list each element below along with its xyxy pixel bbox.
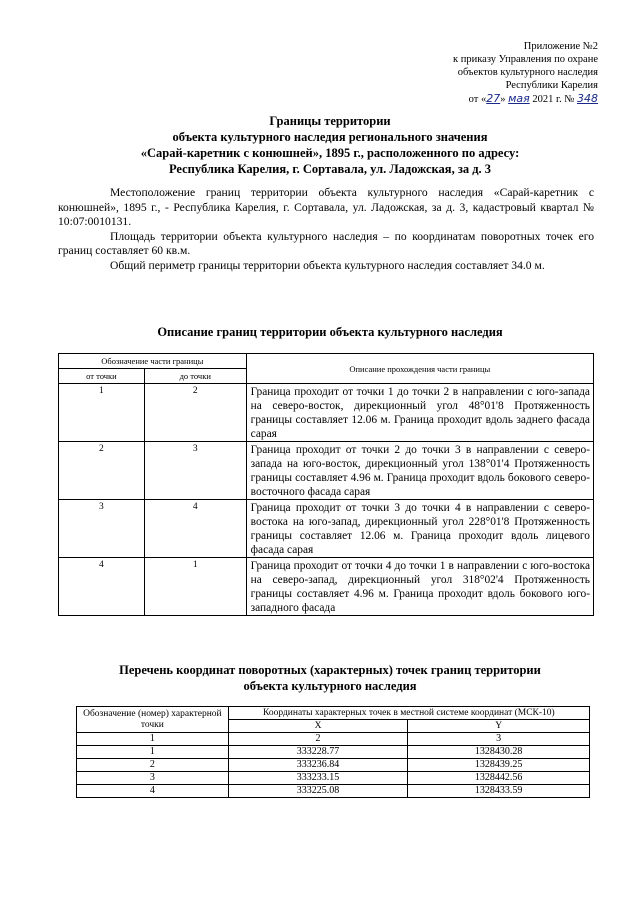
section2-title-line: объекта культурного наследия bbox=[243, 679, 417, 693]
from-point: 2 bbox=[59, 442, 145, 500]
section2-title bbox=[50, 662, 610, 694]
boundary-description: Граница проходит от точки 3 до точки 4 в направлении с северо-востока на юго-запад, дирекционный угол 228°01'8 Протяженность границы составляет 12.06 м. Граница проходит вдоль лицевого фасада сарая bbox=[246, 500, 593, 558]
header-boundary-part: Обозначение части границы bbox=[59, 354, 247, 369]
table-row bbox=[59, 442, 594, 500]
column-index: 2 bbox=[228, 733, 408, 746]
table-row bbox=[77, 759, 590, 772]
date-prefix: от « bbox=[468, 94, 487, 105]
header-description: Описание прохождения части границы bbox=[246, 354, 593, 384]
table-row bbox=[59, 384, 594, 442]
coord-x: 333228.77 bbox=[228, 746, 408, 759]
body-text bbox=[58, 186, 594, 273]
coord-x: 333236.84 bbox=[228, 759, 408, 772]
header-point-number: Обозначение (номер) характерной точки bbox=[77, 707, 229, 733]
title-line: Республика Карелия, г. Сортавала, ул. Ладожская, за д. 3 bbox=[168, 162, 492, 176]
table-row bbox=[77, 746, 590, 759]
coord-y: 1328430.28 bbox=[408, 746, 590, 759]
from-point: 4 bbox=[59, 558, 145, 616]
coord-y: 1328442.56 bbox=[408, 772, 590, 785]
table-row bbox=[77, 785, 590, 798]
title-line: объекта культурного наследия регионального значения bbox=[172, 130, 488, 144]
header-x: X bbox=[228, 720, 408, 733]
annex-line: Приложение №2 bbox=[523, 41, 598, 52]
boundary-description: Граница проходит от точки 4 до точки 1 в направлении с юго-востока на северо-запад, дирекционный угол 318°02'4 Протяженность границы составляет 4.96 м. Граница проходит вдоль бокового юго-западного фасада bbox=[246, 558, 593, 616]
point-number: 4 bbox=[77, 785, 229, 798]
paragraph-perimeter: Общий периметр границы территории объекта культурного наследия составляет 34.0 м. bbox=[110, 258, 545, 272]
coord-y: 1328433.59 bbox=[408, 785, 590, 798]
from-point: 1 bbox=[59, 384, 145, 442]
date-day-handwritten: 27 bbox=[486, 92, 501, 105]
boundary-description: Граница проходит от точки 2 до точки 3 в направлении с северо-запада на юго-восток, дирекционный угол 138°01'4 Протяженность границы составляет 4.96 м. Граница проходит вдоль бокового северо-восточного фасада сарая bbox=[246, 442, 593, 500]
date-mid: » bbox=[500, 94, 509, 105]
table-row bbox=[59, 500, 594, 558]
section1-title: Описание границ территории объекта культурного наследия bbox=[157, 325, 503, 339]
column-index: 1 bbox=[77, 733, 229, 746]
coord-y: 1328439.25 bbox=[408, 759, 590, 772]
header-y: Y bbox=[408, 720, 590, 733]
title-line: Границы территории bbox=[269, 114, 391, 128]
header-coordinates: Координаты характерных точек в местной системе координат (МСК-10) bbox=[228, 707, 589, 720]
date-year: 2021 г. № bbox=[529, 94, 577, 105]
header-to-point: до точки bbox=[144, 369, 246, 384]
annex-date-line bbox=[358, 92, 598, 106]
coord-x: 333225.08 bbox=[228, 785, 408, 798]
section2-title-line: Перечень координат поворотных (характерных) точек границ территории bbox=[119, 663, 541, 677]
date-month-handwritten: мая bbox=[508, 92, 530, 105]
document-title bbox=[60, 113, 600, 177]
paragraph-area: Площадь территории объекта культурного наследия – по координатам поворотных точек его границ составляет 60 кв.м. bbox=[58, 229, 594, 257]
coordinates-table bbox=[76, 706, 590, 798]
point-number: 1 bbox=[77, 746, 229, 759]
annex-line: к приказу Управления по охране bbox=[453, 54, 598, 65]
boundary-description-table bbox=[58, 353, 594, 616]
annex-line: Республики Карелия bbox=[505, 80, 598, 91]
coord-x: 333233.15 bbox=[228, 772, 408, 785]
table-row bbox=[59, 558, 594, 616]
title-line: «Сарай-каретник с конюшней», 1895 г., расположенного по адресу: bbox=[140, 146, 520, 160]
from-point: 3 bbox=[59, 500, 145, 558]
point-number: 2 bbox=[77, 759, 229, 772]
annex-line: объектов культурного наследия bbox=[457, 67, 598, 78]
to-point: 4 bbox=[144, 500, 246, 558]
to-point: 1 bbox=[144, 558, 246, 616]
header-from-point: от точки bbox=[59, 369, 145, 384]
paragraph-location: Местоположение границ территории объекта культурного наследия «Сарай-каретник с конюшней», 1895 г., - Республика Карелия, г. Сортавала, ул. Ладожская, за д. 3, кадастровый квартал № 10:07:0010131. bbox=[58, 186, 594, 228]
column-index: 3 bbox=[408, 733, 590, 746]
to-point: 3 bbox=[144, 442, 246, 500]
table-row bbox=[77, 772, 590, 785]
to-point: 2 bbox=[144, 384, 246, 442]
point-number: 3 bbox=[77, 772, 229, 785]
order-number-handwritten: 348 bbox=[577, 92, 598, 105]
annex-header bbox=[358, 40, 598, 106]
boundary-description: Граница проходит от точки 1 до точки 2 в направлении с юго-запада на северо-восток, дирекционный угол 48°01'8 Протяженность границы составляет 12.06 м. Граница проходит вдоль заднего фасада сарая bbox=[246, 384, 593, 442]
